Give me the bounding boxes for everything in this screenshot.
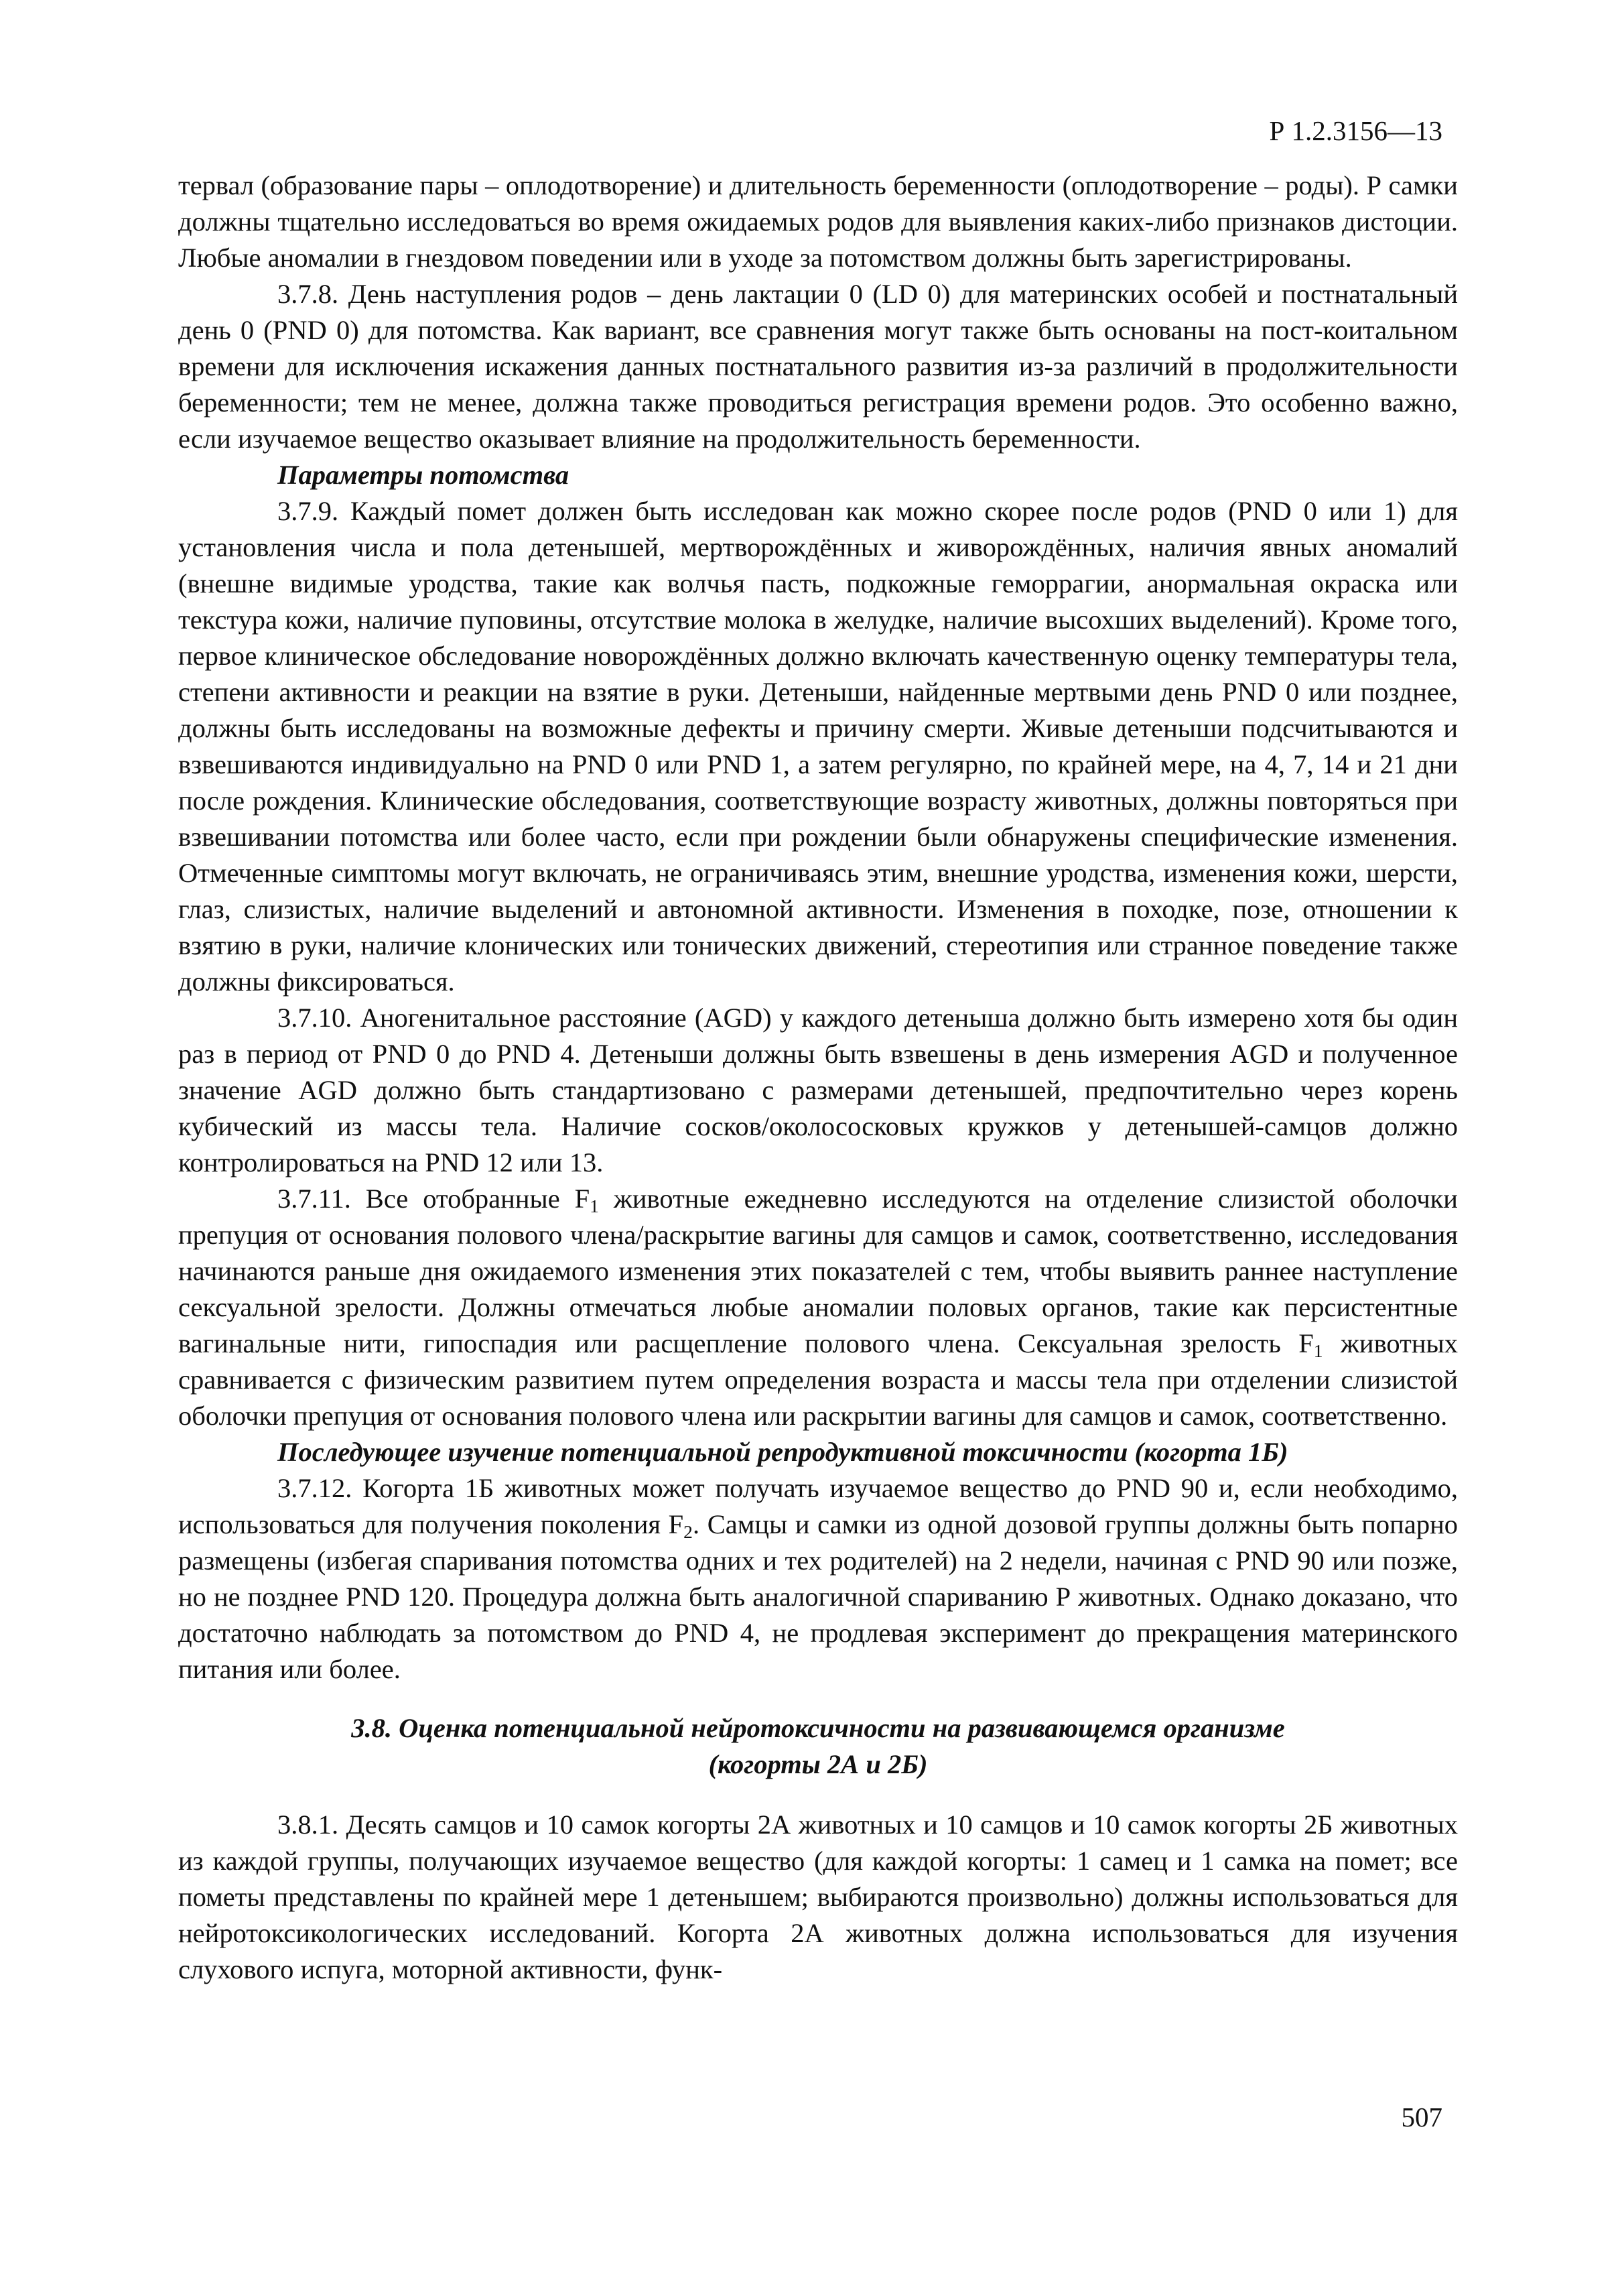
paragraph-3-7-11-part-3: животных сравнивается с физическим развитием путем определения возраста и массы тела при отделении слизистой оболочки препуция от основания полового члена или раскрытии вагины для самцов и самок, соответственно. xyxy=(178,1328,1458,1431)
paragraph-3-7-9: 3.7.9. Каждый помет должен быть исследован как можно скорее после родов (PND 0 или 1) для установления числа и пола детенышей, мертворождённых и живорождённых, наличия явных аномалий (внешне видимые уродства, такие как волчья пасть, подкожные геморрагии, анормальная окраска или текстура кожи, наличие пуповины, отсутствие молока в желудке, наличие высохших выделений). Кроме того, первое клиническое обследование новорождённых должно включать качественную оценку температуры тела, степени активности и реакции на взятие в руки. Детеныши, найденные мертвыми день PND 0 или позднее, должны быть исследованы на возможные дефекты и причину смерти. Живые детеныши подсчитываются и взвешиваются индивидуально на PND 0 или PND 1, а затем регулярно, по крайней мере, на 4, 7, 14 и 21 дни после рождения. Клинические обследования, соответствующие возрасту животных, должны повторяться при взвешивании потомства или более часто, если при рождении были обнаружены специфические изменения. Отмеченные симптомы могут включать, не ограничиваясь этим, внешние уродства, изменения кожи, шерсти, глаз, слизистых, наличие выделений и автономной активности. Изменения в походке, позе, отношении к взятию в руки, наличие клонических или тонических движений, стереотипия или странное поведение также должны фиксироваться. xyxy=(178,496,1458,997)
paragraph-3-7-12-part-2: . Самцы и самки из одной дозовой группы должны быть попарно размещены (избегая спаривания потомства одних и тех родителей) на 2 недели, начиная с PND 90 или позже, но не позднее PND 120. Процедура должна быть аналогичной спариванию Р животных. Однако доказано, что достаточно наблюдать за потомством до PND 4, не продлевая эксперимент до прекращения материнского питания или более. xyxy=(178,1509,1458,1684)
page-number: 507 xyxy=(1401,2102,1442,2132)
subscript-f2: 2 xyxy=(683,1521,693,1542)
paragraph-continuation: тервал (образование пары – оплодотворение) и длительность беременности (оплодотворение – роды). Р самки должны тщательно исследоваться во время ожидаемых родов для выявления каких-либо признаков дистоции. Любые аномалии в гнездовом поведении или в уходе за потомством должны быть зарегистрированы. xyxy=(178,170,1458,273)
paragraph-3-7-11 xyxy=(178,1181,1458,1434)
subscript-f1-second: 1 xyxy=(1313,1340,1323,1361)
document-body xyxy=(178,168,1458,1988)
paragraph-3-7-8: 3.7.8. День наступления родов – день лактации 0 (LD 0) для материнских особей и постнатальный день 0 (PND 0) для потомства. Как вариант, все сравнения могут также быть основаны на пост-коитальном времени для исключения искажения данных постнатального развития из-за различий в продолжительности беременности; тем не менее, должна также проводиться регистрация времени родов. Это особенно важно, если изучаемое вещество оказывает влияние на продолжительность беременности. xyxy=(178,279,1458,454)
paragraph-3-7-12 xyxy=(178,1470,1458,1687)
subheading-offspring-parameters: Параметры потомства xyxy=(277,460,569,490)
subheading-cohort-1b: Последующее изучение потенциальной репродуктивной токсичности (когорта 1Б) xyxy=(277,1437,1288,1467)
section-title-3-8 xyxy=(178,1710,1458,1783)
paragraph-3-7-11-part-2: животные ежедневно исследуются на отделение слизистой оболочки препуция от основания полового члена/раскрытие вагины для самцов и самок, соответственно, исследования начинаются раньше дня ожидаемого изменения этих показателей с тем, чтобы выявить раннее наступление сексуальной зрелости. Должны отмечаться любые аномалии половых органов, такие как персистентные вагинальные нити, гипоспадия или расщепление полового члена. Сексуальная зрелость F xyxy=(178,1184,1458,1358)
subscript-f1: 1 xyxy=(590,1195,599,1216)
paragraph-3-7-10: 3.7.10. Аногенитальное расстояние (AGD) у каждого детеныша должно быть измерено хотя бы один раз в период от PND 0 до PND 4. Детеныши должны быть взвешены в день измерения AGD и полученное значение AGD должно быть стандартизовано с размерами детенышей, предпочтительно через корень кубический из массы тела. Наличие сосков/околососковых кружков у детенышей-самцов должно контролироваться на PND 12 или 13. xyxy=(178,1003,1458,1177)
paragraph-3-7-12-part-1: 3.7.12. Когорта 1Б животных может получать изучаемое вещество до PND 90 и, если необходимо, использоваться для получения поколения F xyxy=(178,1473,1458,1539)
paragraph-3-7-11-part-1: 3.7.11. Все отобранные F xyxy=(277,1184,590,1214)
section-title-line-1: 3.8. Оценка потенциальной нейротоксичности на развивающемся организме xyxy=(351,1713,1285,1743)
document-code: Р 1.2.3156—13 xyxy=(1269,115,1442,146)
paragraph-3-8-1: 3.8.1. Десять самцов и 10 самок когорты 2А животных и 10 самцов и 10 самок когорты 2Б животных из каждой группы, получающих изучаемое вещество (для каждой когорты: 1 самец и 1 самка на помет; все пометы представлены по крайней мере 1 детенышем; выбираются произвольно) должны использоваться для нейротоксикологических исследований. Когорта 2А животных должна использоваться для изучения слухового испуга, моторной активности, функ- xyxy=(178,1809,1458,1984)
section-title-line-2: (когорты 2А и 2Б) xyxy=(708,1749,928,1779)
